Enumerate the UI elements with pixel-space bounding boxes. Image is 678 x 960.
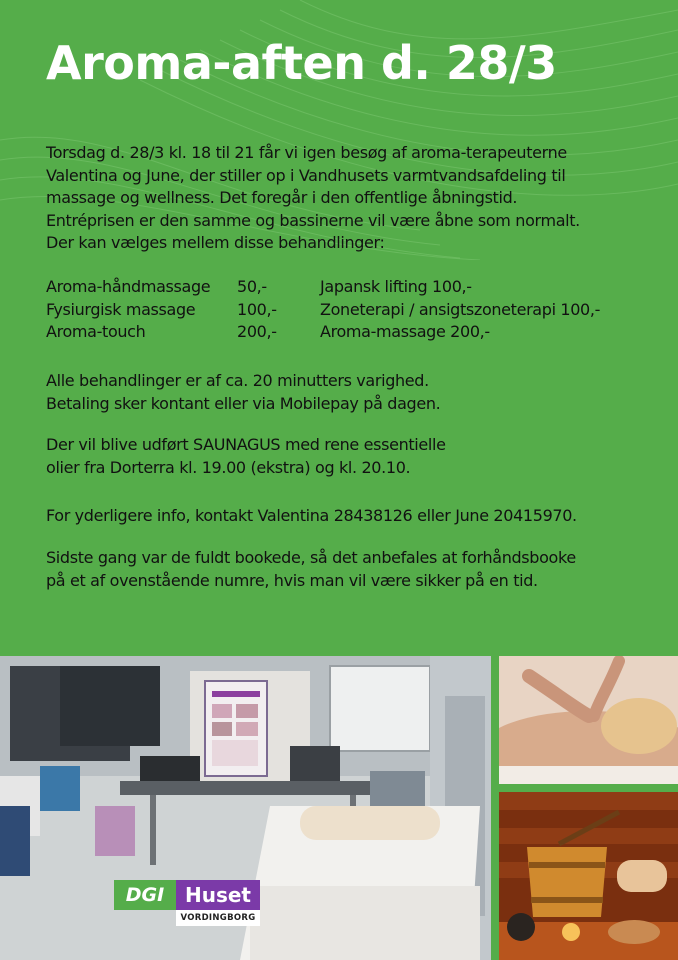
booking-line: på et af ovenstående numre, hvis man vil være sikker på en tid. [46,570,538,590]
vordingborg-logo-text: VORDINGBORG [176,910,260,926]
intro-line: Entréprisen er den samme og bassinerne vil være åbne som normalt. [46,210,580,230]
saunagus-line: olier fra Dorterra kl. 19.00 (ekstra) og kl. 20.10. [46,457,411,477]
treatment-price: 100,- [237,299,277,319]
treatment-right: Japansk lifting 100,- [320,277,472,296]
treatment-name: Aroma-håndmassage [46,277,211,296]
duration-line: Alle behandlinger er af ca. 20 minutters varighed. [46,371,429,390]
intro-line: massage og wellness. Det foregår i den offentlige åbningstid. [46,188,518,207]
duration-line: Betaling sker kontant eller via Mobilepay på dagen. [46,393,441,413]
treatment-price: 50,- [237,277,267,296]
dgi-logo-mark: DGI [114,880,176,910]
photo-strip [0,648,678,960]
booking-paragraph [46,547,646,592]
booking-line: Sidste gang var de fuldt bookede, så det anbefales at forhåndsbooke [46,548,576,567]
huset-logo-text: Huset [176,880,260,910]
sauna-photo [499,792,678,960]
saunagus-line: Der vil blive udført SAUNAGUS med rene essentielle [46,435,446,454]
massage-photo [499,656,678,784]
intro-line: Valentina og June, der stiller op i Vandhusets varmtvandsafdeling til [46,165,566,185]
duration-paragraph [46,370,646,415]
intro-line: Torsdag d. 28/3 kl. 18 til 21 får vi igen besøg af aroma-terapeuterne [46,143,567,162]
treatment-name: Fysiurgisk massage [46,299,196,319]
dgi-huset-logo [114,880,260,926]
intro-line: Der kan vælges mellem disse behandlinger: [46,233,385,252]
contact-paragraph: For yderligere info, kontakt Valentina 28438126 eller June 20415970. [46,506,577,525]
treatment-right: Zoneterapi / ansigtszoneterapi 100,- [320,299,601,319]
event-title: Aroma-aften d. 28/3 [46,36,557,90]
treatment-right: Aroma-massage 200,- [320,322,490,341]
saunagus-paragraph [46,434,646,479]
treatment-price: 200,- [237,322,277,341]
treatment-name: Aroma-touch [46,322,146,341]
intro-paragraph [46,142,646,255]
